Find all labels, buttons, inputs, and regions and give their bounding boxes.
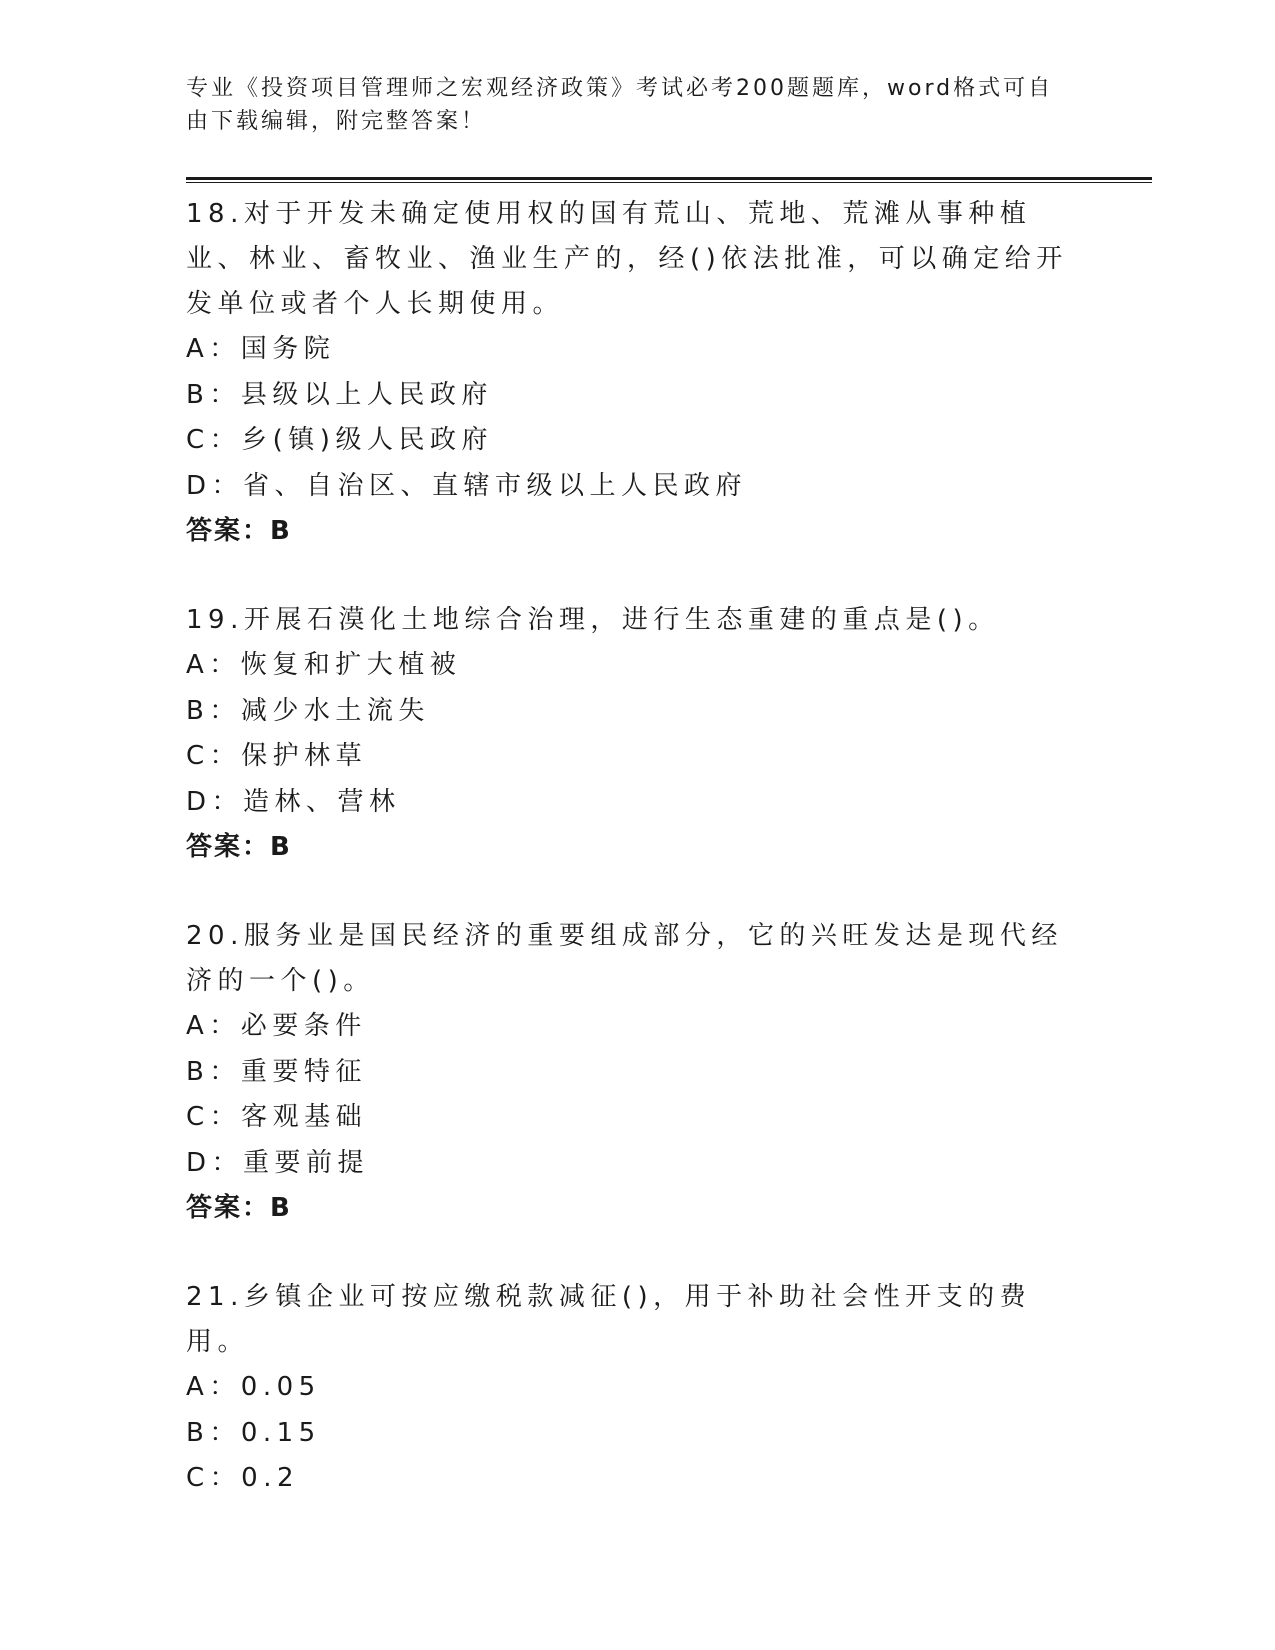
question-20 (186, 914, 1086, 1231)
option-b: B：县级以上人民政府 (186, 379, 493, 410)
option-c: C：客观基础 (186, 1102, 368, 1132)
answer: 答案：B (186, 832, 292, 862)
option-a: A：必要条件 (186, 1011, 367, 1041)
option-c: C：保护林草 (186, 741, 368, 771)
option-c: C：0.2 (186, 1463, 300, 1493)
option-d: D：重要前提 (186, 1147, 370, 1178)
question-19 (186, 598, 1086, 870)
question-stem: 21.乡镇企业可按应缴税款减征()，用于补助社会性开支的费用。 (186, 1282, 1032, 1357)
option-b: B：重要特征 (186, 1056, 367, 1087)
option-a: A：恢复和扩大植被 (186, 650, 462, 680)
option-a: A：0.05 (186, 1372, 321, 1402)
header-divider-thick (186, 177, 1152, 180)
question-stem: 18.对于开发未确定使用权的国有荒山、荒地、荒滩从事种植业、林业、畜牧业、渔业生产的，经()依法批准，可以确定给开发单位或者个人长期使用。 (186, 199, 1068, 319)
option-b: B：减少水土流失 (186, 695, 430, 726)
option-c: C：乡(镇)级人民政府 (186, 425, 493, 455)
document-header: 专业《投资项目管理师之宏观经济政策》考试必考200题题库，word格式可自由下载编辑，附完整答案！ (186, 76, 1054, 134)
question-list (186, 192, 1086, 1546)
option-b: B：0.15 (186, 1417, 321, 1448)
answer: 答案：B (186, 516, 292, 546)
question-18 (186, 192, 1086, 554)
option-d: D：省、自治区、直辖市级以上人民政府 (186, 470, 748, 501)
option-a: A：国务院 (186, 334, 336, 364)
answer: 答案：B (186, 1193, 292, 1223)
header-divider-thin (186, 182, 1152, 183)
question-stem: 20.服务业是国民经济的重要组成部分，它的兴旺发达是现代经济的一个()。 (186, 921, 1063, 996)
question-21 (186, 1275, 1086, 1502)
question-stem: 19.开展石漠化土地综合治理，进行生态重建的重点是()。 (186, 605, 1000, 635)
option-d: D：造林、营林 (186, 786, 401, 817)
